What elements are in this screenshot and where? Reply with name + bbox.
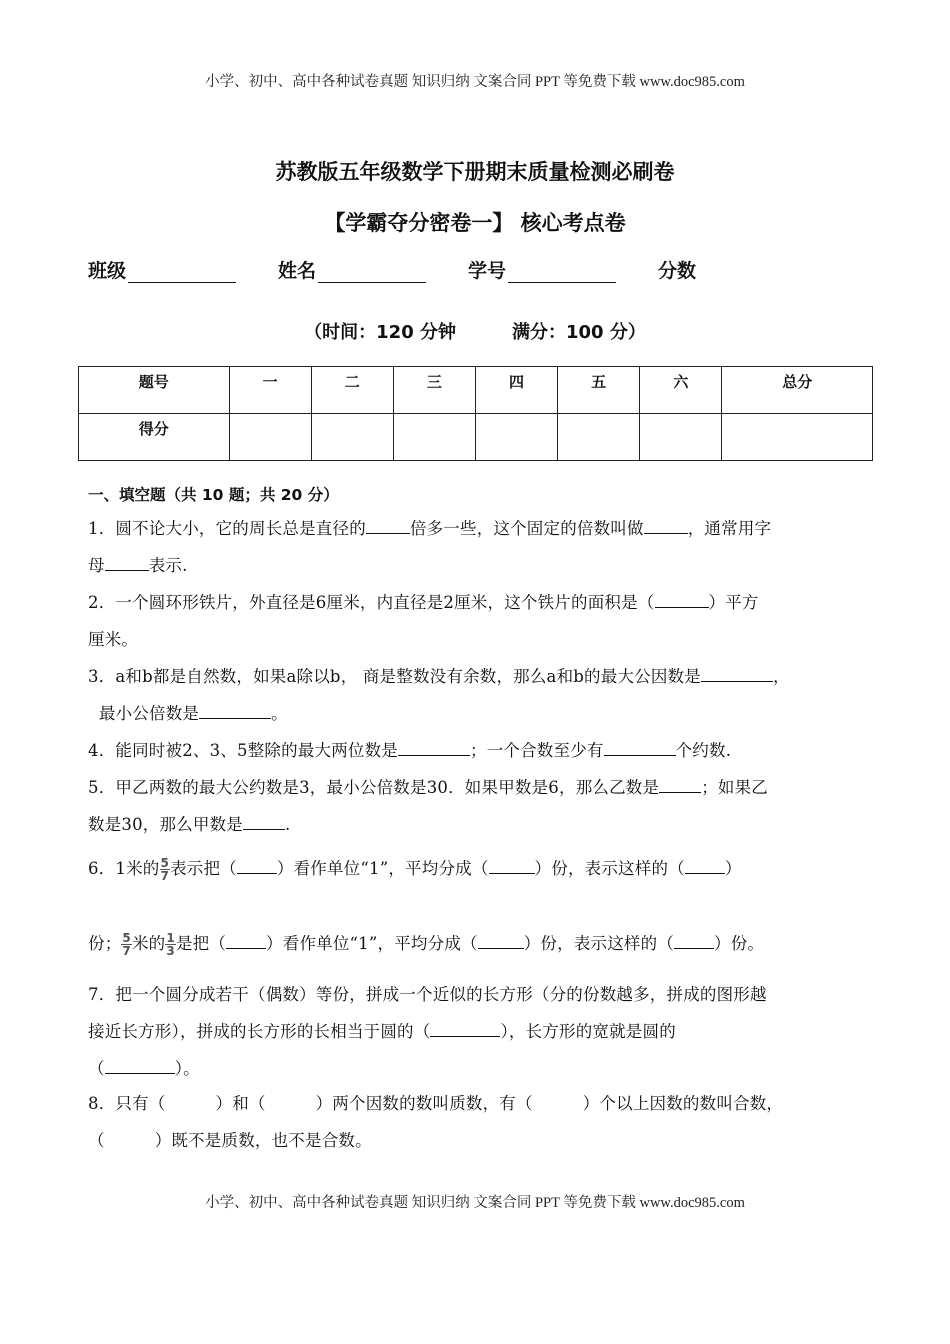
- q6-text: 6．1米的: [88, 859, 160, 878]
- question-8: [88, 1085, 878, 1159]
- q6-text: 是把（: [175, 934, 227, 953]
- q5-text: 数是30，那么甲数是: [88, 815, 243, 834]
- id-field[interactable]: [468, 256, 616, 283]
- name-label: 姓名: [278, 260, 317, 282]
- score-cell[interactable]: [475, 414, 557, 461]
- score-cell[interactable]: [311, 414, 393, 461]
- q6-text: ）看作单位“1”，平均分成（: [276, 859, 489, 878]
- score-cell[interactable]: [558, 414, 640, 461]
- score-table-header: 二: [311, 367, 393, 414]
- score-table: [78, 366, 873, 461]
- time-info: [0, 318, 950, 344]
- q3-text: 3．a和b都是自然数，如果a除以b， 商是整数没有余数，那么a和b的最大公因数是: [88, 667, 701, 686]
- q6-text: ）看作单位“1”，平均分成（: [266, 934, 478, 953]
- score-cell[interactable]: [640, 414, 722, 461]
- student-info-row: [88, 256, 738, 283]
- q2-text: 2．一个圆环形铁片，外直径是6厘米，内直径是2厘米，这个铁片的面积是（: [88, 593, 655, 612]
- score-cell[interactable]: [722, 414, 873, 461]
- q3-text: 最小公倍数是: [98, 704, 200, 723]
- q6-text: ）份，表示这样的（: [534, 859, 685, 878]
- q5-blank[interactable]: [659, 776, 701, 794]
- score-table-header: 五: [558, 367, 640, 414]
- q1-text: 表示.: [148, 556, 188, 575]
- q8-text: ）个以上因数的数叫合数，: [582, 1094, 784, 1113]
- question-5: [88, 769, 878, 843]
- q8-text: ）和（: [215, 1094, 266, 1113]
- q7-blank[interactable]: [105, 1057, 175, 1075]
- section-heading: 一、填空题（共 10 题；共 20 分）: [88, 486, 339, 504]
- q2-text: ）平方: [708, 593, 759, 612]
- q2-blank[interactable]: [655, 591, 709, 609]
- q7-text: （: [88, 1059, 105, 1078]
- q5-text: ；如果乙: [701, 778, 769, 797]
- q6-text: 表示把（: [170, 859, 237, 878]
- q4-blank[interactable]: [604, 739, 676, 757]
- id-blank[interactable]: [508, 262, 616, 283]
- score-cell[interactable]: [393, 414, 475, 461]
- name-field[interactable]: [278, 256, 426, 283]
- score-table-header: 一: [229, 367, 311, 414]
- q6-blank[interactable]: [226, 932, 266, 950]
- score-row-label: 得分: [79, 414, 230, 461]
- header-watermark: 小学、初中、高中各种试卷真题 知识归纳 文案合同 PPT 等免费下载 www.doc985.com: [205, 74, 745, 90]
- q6-text: ）份，表示这样的（: [523, 934, 675, 953]
- q6-text: 份；: [88, 934, 122, 953]
- q6-text: ）: [724, 859, 742, 878]
- exam-subtitle: 【学霸夺分密卷一】 核心考点卷: [324, 211, 626, 235]
- fraction-1-3: $\frac{1}{3}$: [166, 931, 175, 958]
- q4-blank[interactable]: [398, 739, 470, 757]
- q3-blank[interactable]: [701, 665, 773, 683]
- q1-blank[interactable]: [105, 554, 149, 572]
- question-7: [88, 976, 878, 1087]
- score-table-header: 总分: [722, 367, 873, 414]
- fraction-5-7: $\frac{5}{7}$: [160, 856, 170, 883]
- q1-text: 母: [88, 556, 105, 575]
- duration: （时间：120 分钟: [304, 322, 456, 343]
- q8-text: ）两个因数的数叫质数，有（: [315, 1094, 533, 1113]
- q6-text: 米的: [131, 934, 166, 953]
- name-blank[interactable]: [318, 262, 426, 283]
- q7-text: 7．把一个圆分成若干（偶数）等份，拼成一个近似的长方形（分的份数越多，拼成的图形越: [88, 985, 767, 1004]
- score-table-header: 三: [393, 367, 475, 414]
- q8-text: （: [88, 1131, 105, 1150]
- question-2: [88, 584, 878, 658]
- class-label: 班级: [88, 260, 127, 282]
- q6-blank[interactable]: [237, 857, 277, 875]
- q6-blank[interactable]: [489, 857, 535, 875]
- q7-blank[interactable]: [430, 1020, 500, 1038]
- q2-text: 厘米。: [88, 630, 139, 649]
- q4-text: ；一个合数至少有: [470, 741, 604, 760]
- q1-text: 1．圆不论大小，它的周长总是直径的: [88, 519, 366, 538]
- score-label: 分数: [658, 260, 697, 282]
- question-3: [88, 658, 878, 732]
- fraction-5-7: $\frac{5}{7}$: [122, 931, 131, 958]
- q6-blank[interactable]: [478, 932, 524, 950]
- score-field: [658, 256, 696, 283]
- score-table-header: 题号: [79, 367, 230, 414]
- q3-text: 。: [271, 704, 288, 723]
- score-table-score-row: [79, 414, 873, 461]
- full-score: 满分：100 分）: [512, 322, 646, 343]
- q8-text: ）既不是质数，也不是合数。: [154, 1131, 372, 1150]
- question-6: [88, 850, 878, 887]
- q7-text: 接近长方形），拼成的长方形的长相当于圆的（: [88, 1022, 431, 1041]
- q5-text: 5．甲乙两数的最大公约数是3，最小公倍数是30．如果甲数是6，那么乙数是: [88, 778, 660, 797]
- q6-blank[interactable]: [674, 932, 714, 950]
- class-field[interactable]: [88, 256, 236, 283]
- exam-title: 苏教版五年级数学下册期末质量检测必刷卷: [275, 160, 675, 184]
- q6-blank[interactable]: [685, 857, 725, 875]
- q4-text: 个约数.: [675, 741, 732, 760]
- q5-text: .: [285, 815, 291, 834]
- q1-text: 倍多一些，这个固定的倍数叫做: [409, 519, 644, 538]
- q8-text: 8．只有（: [88, 1094, 166, 1113]
- q7-text: ），长方形的宽就是圆的: [500, 1022, 676, 1041]
- id-label: 学号: [468, 260, 507, 282]
- q3-text: ，: [772, 667, 790, 686]
- q1-blank[interactable]: [366, 517, 410, 535]
- q4-text: 4．能同时被2、3、5整除的最大两位数是: [88, 741, 398, 760]
- q1-text: ，通常用字: [687, 519, 772, 538]
- q1-blank[interactable]: [644, 517, 688, 535]
- class-blank[interactable]: [128, 262, 236, 283]
- footer-watermark: 小学、初中、高中各种试卷真题 知识归纳 文案合同 PPT 等免费下载 www.doc985.com: [205, 1195, 745, 1211]
- question-6-continued: [88, 925, 888, 962]
- q3-blank[interactable]: [199, 702, 271, 720]
- q5-blank[interactable]: [243, 813, 285, 831]
- score-table-header: 六: [640, 367, 722, 414]
- q6-text: ）份。: [714, 934, 765, 953]
- score-table-header-row: [79, 367, 873, 414]
- score-cell[interactable]: [229, 414, 311, 461]
- question-1: [88, 510, 878, 584]
- score-table-header: 四: [475, 367, 557, 414]
- q7-text: ）。: [174, 1059, 200, 1078]
- question-4: [88, 732, 878, 769]
